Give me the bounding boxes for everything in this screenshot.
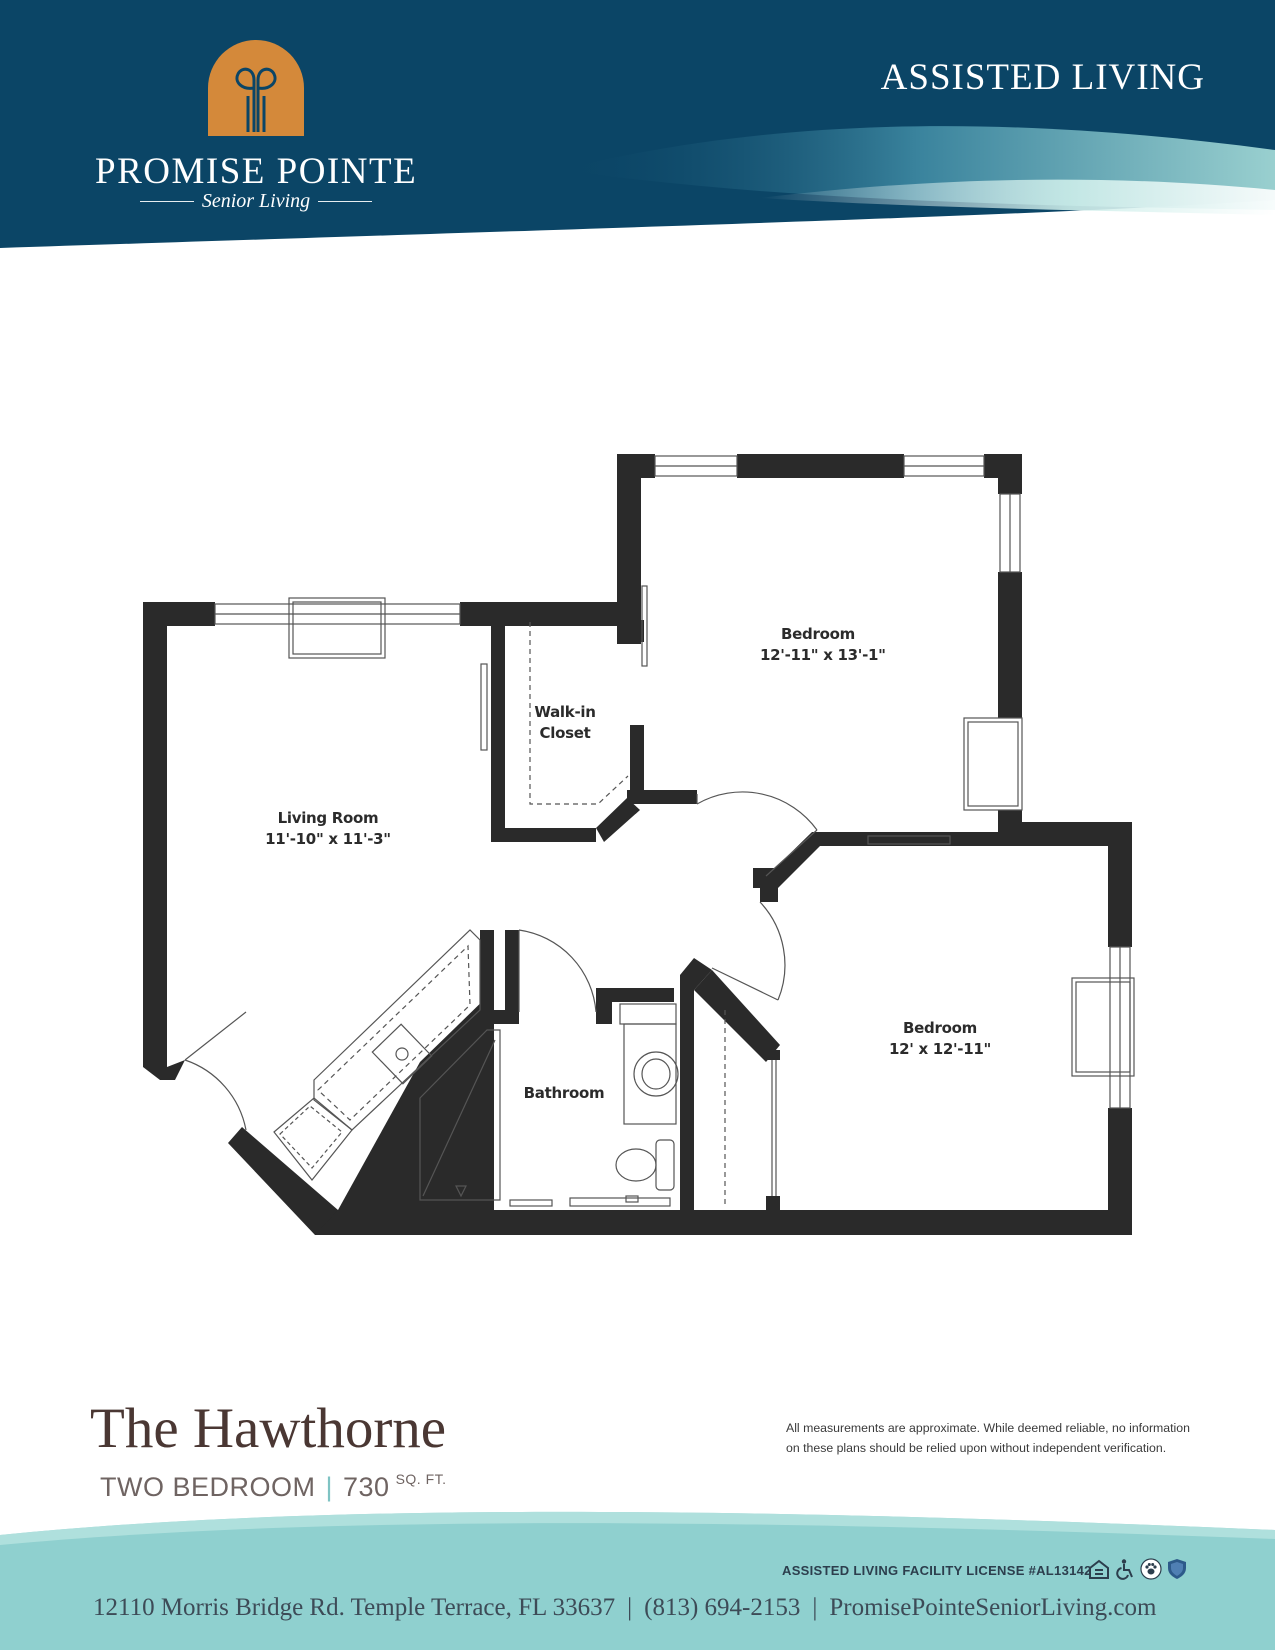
plan-type: TWO BEDROOM <box>100 1472 316 1502</box>
equal-housing-icon <box>1088 1558 1110 1580</box>
logo-wordmark: PROMISE POINTE <box>95 151 418 192</box>
living-room-name: Living Room <box>277 809 379 827</box>
plan-area: 730 <box>343 1472 390 1502</box>
living-room-label <box>262 808 394 850</box>
fixtures <box>185 586 1134 1206</box>
living-room-dimensions: 11'-10" x 11'-3" <box>265 830 391 848</box>
closet-label <box>530 702 600 744</box>
plan-type-separator: | <box>325 1472 334 1502</box>
bedroom-2-dimensions: 12' x 12'-11" <box>888 1040 992 1058</box>
plan-title: The Hawthorne <box>90 1397 447 1460</box>
bedroom-1-dimensions: 12'-11" x 13'-1" <box>760 646 886 664</box>
accessibility-icon <box>1114 1558 1136 1580</box>
bedroom-1-name: Bedroom <box>781 625 855 643</box>
footer-separator-2: | <box>812 1594 818 1621</box>
closet-line-1: Walk-in <box>534 703 596 721</box>
closet-line-2: Closet <box>539 724 591 742</box>
facility-license: ASSISTED LIVING FACILITY LICENSE #AL13142 <box>782 1563 1092 1578</box>
footer-contact <box>93 1594 1203 1622</box>
header-title: ASSISTED LIVING <box>880 57 1205 98</box>
plan-area-unit: SQ. FT. <box>395 1471 447 1487</box>
footer-address: 12110 Morris Bridge Rd. Temple Terrace, FL 33637 <box>93 1594 616 1621</box>
shield-badge-icon <box>1166 1558 1188 1580</box>
badge-row <box>1088 1558 1188 1580</box>
bathroom-name: Bathroom <box>523 1084 605 1102</box>
footer-website-link[interactable]: PromisePointeSeniorLiving.com <box>829 1594 1157 1621</box>
bedroom-1-label <box>760 624 886 666</box>
windows <box>215 456 1130 1108</box>
footer-phone[interactable]: (813) 694-2153 <box>644 1594 801 1621</box>
logo-tagline: Senior Living <box>201 190 311 212</box>
disclaimer-text: All measurements are approximate. While deemed reliable, no information on these plans should be relied upon without independent verification. <box>786 1421 1190 1455</box>
footer-separator-1: | <box>627 1594 633 1621</box>
bedroom-2-name: Bedroom <box>903 1019 977 1037</box>
bedroom-2-label <box>880 1018 1000 1060</box>
bathroom-label <box>516 1083 612 1104</box>
pet-friendly-icon <box>1140 1558 1162 1580</box>
